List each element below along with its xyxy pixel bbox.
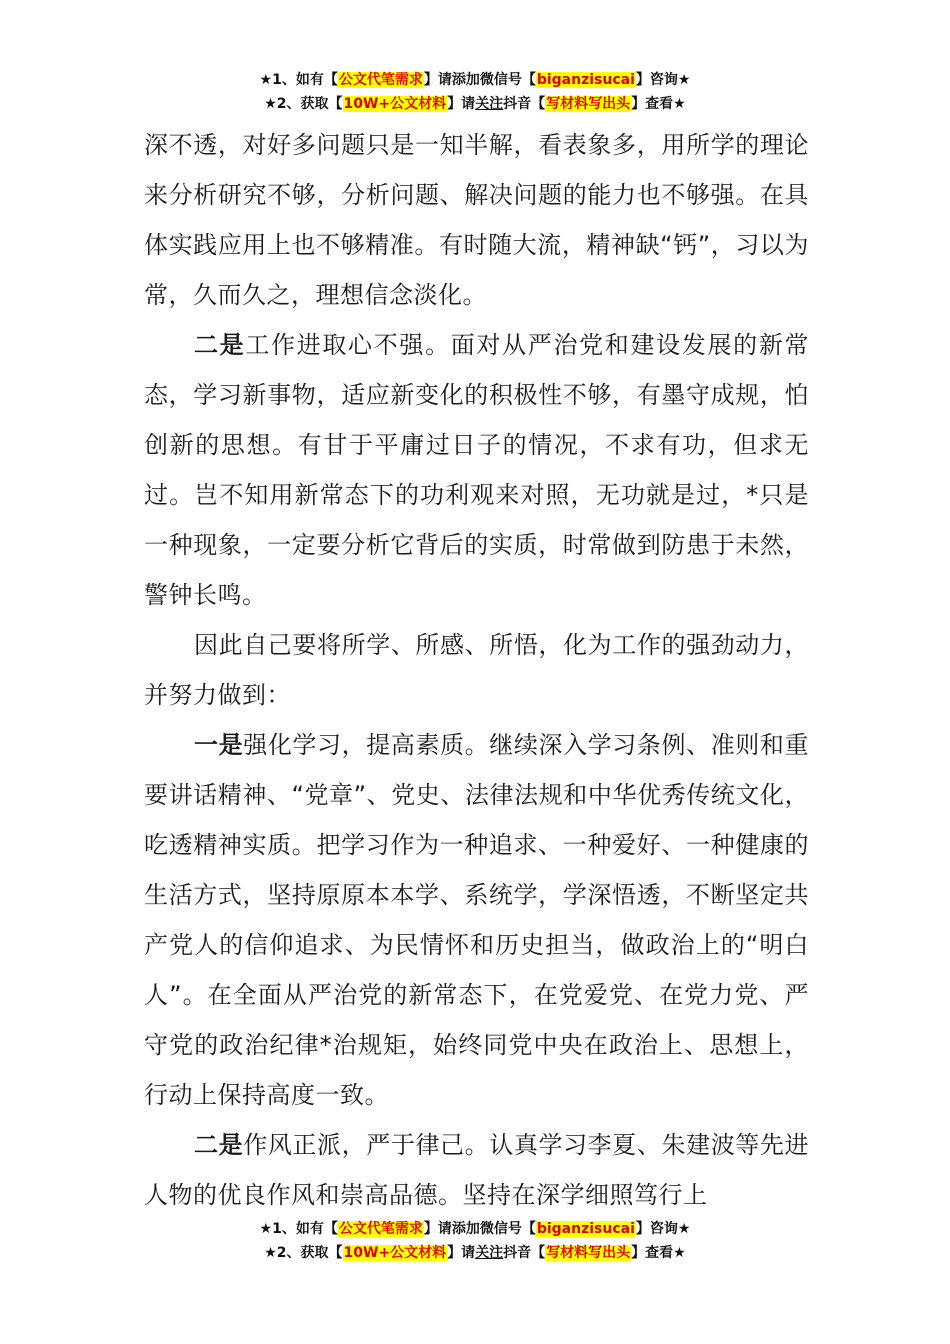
- banner-highlight: 公文代笔需求: [338, 72, 423, 88]
- paragraph-text: 工作进取心不强。面对从严治党和建设发展的新常态，学习新事物，适应新变化的积极性不够，有墨守成规，怕创新的思想。有甘于平庸过日子的情况，不求有功，但求无过。岂不知用新常态下的功利观来对照，无功就是过，*只是一种现象，一定要分析它背后的实质，时常做到防患于未然，警钟长鸣。: [144, 331, 810, 609]
- banner-text: 】咨询★: [635, 1221, 691, 1237]
- banner-text: ★1、如有【: [259, 72, 338, 88]
- banner-line-2: [0, 1241, 950, 1265]
- paragraph-lead: 二是: [194, 1131, 244, 1159]
- banner-text: 抖音【: [503, 1245, 546, 1261]
- footer-banner: [0, 1217, 950, 1265]
- paragraph-text: 作风正派，严于律己。认真学习李夏、朱建波等先进人物的优良作风和崇高品德。坚持在深学细照笃行上: [144, 1131, 810, 1209]
- paragraph: [144, 320, 809, 620]
- banner-highlight: 写材料写出头: [546, 96, 631, 112]
- banner-line-2: [0, 92, 950, 116]
- document-body: [144, 120, 809, 1220]
- banner-highlight: biganzisucai: [536, 72, 635, 88]
- banner-line-1: [0, 68, 950, 92]
- banner-text: 】请: [447, 96, 476, 112]
- banner-text: 】请添加微信号【: [423, 1221, 536, 1237]
- banner-highlight: 写材料写出头: [546, 1245, 631, 1261]
- header-banner: [0, 68, 950, 116]
- banner-text: 】查看★: [631, 1245, 686, 1261]
- banner-text: 】查看★: [631, 96, 686, 112]
- banner-text: 】请: [447, 1245, 476, 1261]
- banner-underlined-text: 关注: [475, 96, 504, 112]
- paragraph-lead: 二是: [194, 331, 246, 359]
- paragraph-lead: 一是: [194, 731, 244, 759]
- banner-highlight: biganzisucai: [536, 1221, 635, 1237]
- banner-text: ★2、获取【: [264, 96, 343, 112]
- banner-highlight: 10W+公文材料: [343, 1245, 447, 1261]
- paragraph: [144, 1120, 809, 1220]
- banner-highlight: 公文代笔需求: [338, 1221, 423, 1237]
- banner-underlined-text: 关注: [475, 1245, 504, 1261]
- banner-text: 】请添加微信号【: [423, 72, 536, 88]
- banner-text: ★1、如有【: [259, 1221, 338, 1237]
- paragraph: 深不透，对好多问题只是一知半解，看表象多，用所学的理论来分析研究不够，分析问题、解决问题的能力也不够强。在具体实践应用上也不够精准。有时随大流，精神缺“钙”，习以为常，久而久之，理想信念淡化。: [144, 131, 809, 309]
- paragraph: 因此自己要将所学、所感、所悟，化为工作的强劲动力，并努力做到：: [144, 631, 809, 709]
- banner-line-1: [0, 1217, 950, 1241]
- paragraph-text: 强化学习，提高素质。继续深入学习条例、准则和重要讲话精神、“党章”、党史、法律法规和中华优秀传统文化，吃透精神实质。把学习作为一种追求、一种爱好、一种健康的生活方式，坚持原原本本学、系统学，学深悟透，不断坚定共产党人的信仰追求、为民情怀和历史担当，做政治上的“明白人”。在全面从严治党的新常态下，在党爱党、在党力党、严守党的政治纪律*治规矩，始终同党中央在政治上、思想上，行动上保持高度一致。: [144, 731, 810, 1109]
- banner-highlight: 10W+公文材料: [343, 96, 447, 112]
- paragraph: [144, 720, 809, 1120]
- banner-text: ★2、获取【: [264, 1245, 343, 1261]
- banner-text: 】咨询★: [635, 72, 691, 88]
- banner-text: 抖音【: [503, 96, 546, 112]
